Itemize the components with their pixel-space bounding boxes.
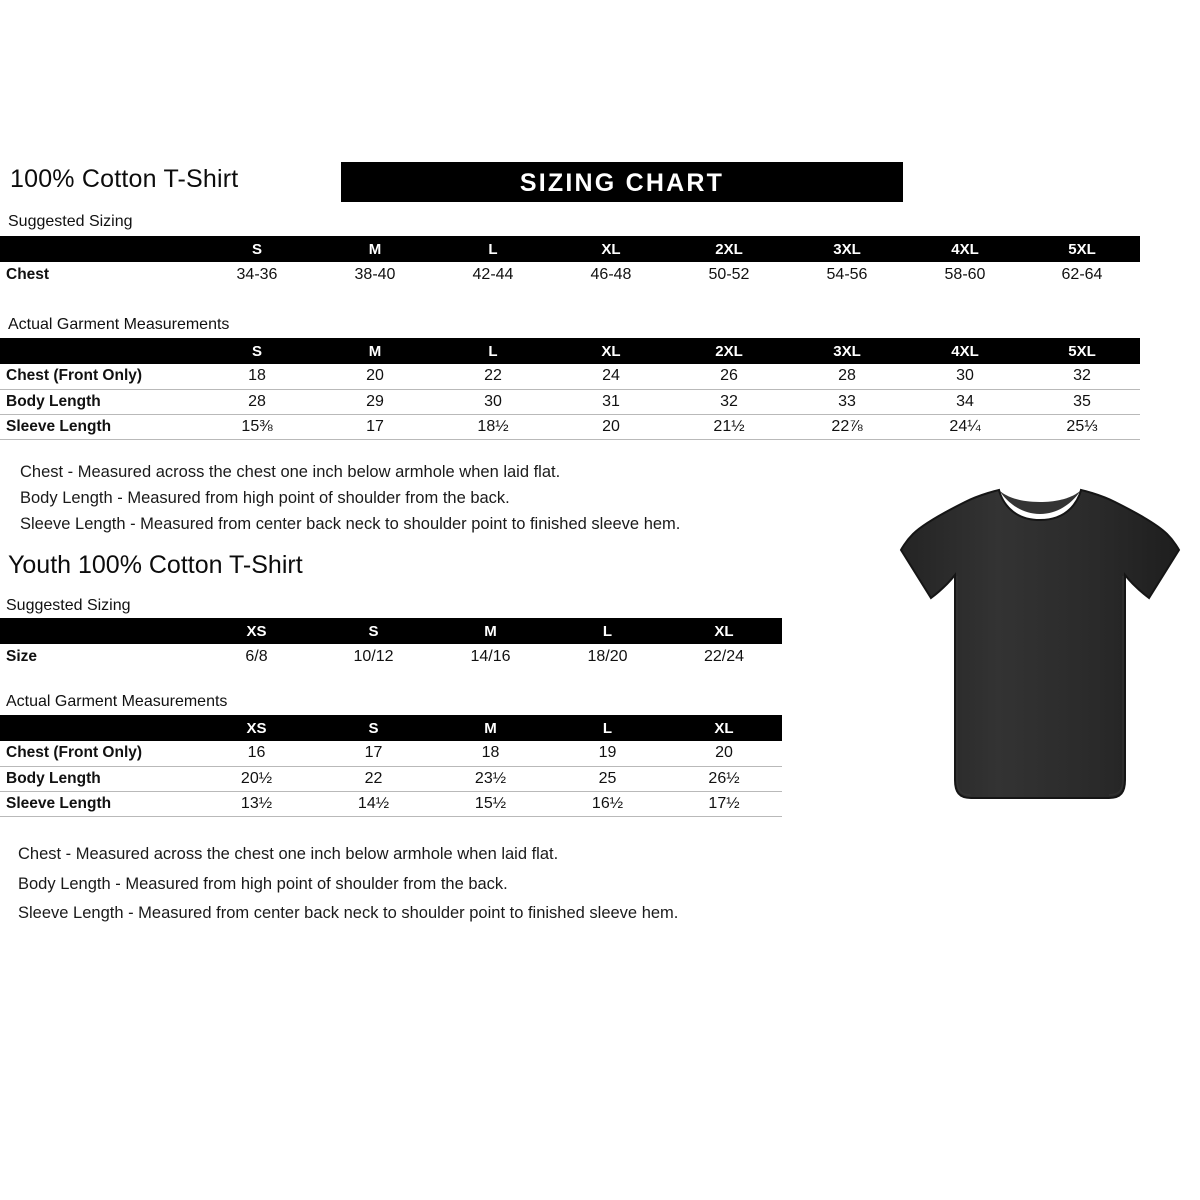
- col-header-2xl: 2XL: [670, 236, 788, 262]
- cell-sleeve-m: 15½: [474, 794, 507, 812]
- youth-note-sleeve-length: Sleeve Length - Measured from center back neck to shoulder point to finished sleeve hem.: [18, 904, 679, 922]
- col-header-blank: [0, 715, 198, 741]
- col-header-xl: XL: [552, 338, 670, 364]
- row-label-body-length: Body Length: [6, 392, 101, 410]
- table-row: [0, 766, 782, 791]
- cell-body-s: 22: [364, 769, 383, 787]
- table-header-row: [0, 618, 782, 644]
- col-header-blank: [0, 338, 198, 364]
- row-label-body-length: Body Length: [6, 769, 101, 787]
- black-t-shirt-illustration: [895, 480, 1185, 810]
- col-header-4xl: 4XL: [906, 338, 1024, 364]
- col-header-s: S: [315, 618, 432, 644]
- cell-chest-s: 34-36: [236, 265, 278, 283]
- col-header-4xl: 4XL: [906, 236, 1024, 262]
- col-header-s: S: [198, 338, 316, 364]
- cell-chest-4xl: 58-60: [944, 265, 986, 283]
- cell-body-l: 25: [598, 769, 617, 787]
- cell-chest-xl: 20: [715, 744, 733, 762]
- col-header-xs: XS: [198, 715, 315, 741]
- cell-sleeve-5xl: 25⅓: [1066, 417, 1098, 435]
- adult-section-title: 100% Cotton T-Shirt: [10, 165, 239, 193]
- cell-chest-xl: 46-48: [590, 265, 632, 283]
- cell-chest-m: 38-40: [354, 265, 396, 283]
- adult-note-chest: Chest - Measured across the chest one inch below armhole when laid flat.: [20, 463, 561, 481]
- col-header-s: S: [315, 715, 432, 741]
- adult-actual-measurements-table: [0, 338, 1140, 440]
- cell-sleeve-l: 16½: [591, 794, 624, 812]
- col-header-l: L: [549, 715, 666, 741]
- row-label-sleeve-length: Sleeve Length: [6, 794, 112, 812]
- sizing-chart-banner-label: SIZING CHART: [519, 169, 725, 197]
- cell-size-m: 14/16: [470, 647, 511, 665]
- col-header-m: M: [432, 715, 549, 741]
- youth-suggested-sizing-table: [0, 618, 782, 669]
- cell-body-5xl: 35: [1073, 392, 1091, 410]
- cell-body-4xl: 34: [956, 392, 974, 410]
- table-row: [0, 414, 1140, 439]
- cell-chest-5xl: 62-64: [1061, 265, 1103, 283]
- col-header-3xl: 3XL: [788, 338, 906, 364]
- table-row: [0, 741, 782, 766]
- cell-body-3xl: 33: [838, 392, 856, 410]
- col-header-3xl: 3XL: [788, 236, 906, 262]
- cell-chest-s: 17: [364, 744, 383, 762]
- adult-actual-measurements-caption: Actual Garment Measurements: [8, 316, 230, 333]
- sizing-chart-banner: [341, 162, 903, 202]
- col-header-xs: XS: [198, 618, 315, 644]
- row-label-sleeve-length: Sleeve Length: [6, 417, 112, 435]
- cell-chest-3xl: 54-56: [826, 265, 868, 283]
- col-header-xl: XL: [666, 618, 782, 644]
- table-row: [0, 262, 1140, 287]
- cell-size-xs: 6/8: [245, 647, 268, 665]
- cell-chest-m: 18: [481, 744, 500, 762]
- row-label-chest: Chest: [6, 265, 50, 283]
- table-row: [0, 364, 1140, 389]
- table-row: [0, 791, 782, 816]
- cell-chest-4xl: 30: [956, 367, 974, 385]
- cell-chest-s: 18: [248, 367, 266, 385]
- cell-chest-2xl: 26: [720, 367, 738, 385]
- table-row: [0, 389, 1140, 414]
- col-header-xl: XL: [666, 715, 782, 741]
- col-header-5xl: 5XL: [1024, 338, 1140, 364]
- cell-sleeve-xs: 13½: [240, 794, 273, 812]
- col-header-m: M: [316, 338, 434, 364]
- cell-chest-l: 19: [598, 744, 617, 762]
- table-header-row: [0, 715, 782, 741]
- cell-chest-m: 20: [366, 367, 384, 385]
- cell-size-xl: 22/24: [703, 647, 745, 665]
- cell-sleeve-3xl: 22⅞: [831, 417, 863, 435]
- youth-section-title: Youth 100% Cotton T-Shirt: [8, 551, 303, 579]
- cell-sleeve-xl: 17½: [708, 794, 740, 812]
- row-label-chest-front-only: Chest (Front Only): [6, 367, 143, 385]
- cell-sleeve-s: 14½: [357, 794, 390, 812]
- cell-size-s: 10/12: [353, 647, 394, 665]
- col-header-5xl: 5XL: [1024, 236, 1140, 262]
- col-header-l: L: [434, 338, 552, 364]
- cell-chest-2xl: 50-52: [708, 265, 750, 283]
- cell-sleeve-4xl: 24¼: [949, 417, 981, 435]
- adult-note-sleeve-length: Sleeve Length - Measured from center back neck to shoulder point to finished sleeve hem.: [20, 515, 681, 533]
- col-header-s: S: [198, 236, 316, 262]
- cell-chest-l: 42-44: [472, 265, 514, 283]
- col-header-l: L: [549, 618, 666, 644]
- cell-chest-5xl: 32: [1073, 367, 1091, 385]
- cell-size-l: 18/20: [587, 647, 628, 665]
- cell-body-xs: 20½: [240, 769, 273, 787]
- cell-body-m: 23½: [474, 769, 507, 787]
- adult-note-body-length: Body Length - Measured from high point of shoulder from the back.: [20, 489, 510, 507]
- t-shirt-icon: [895, 480, 1185, 810]
- table-header-row: [0, 236, 1140, 262]
- cell-body-m: 29: [366, 392, 384, 410]
- cell-sleeve-l: 18½: [477, 417, 509, 435]
- youth-suggested-sizing-caption: Suggested Sizing: [6, 597, 131, 614]
- youth-actual-measurements-caption: Actual Garment Measurements: [6, 693, 228, 710]
- col-header-xl: XL: [552, 236, 670, 262]
- cell-chest-xl: 24: [602, 367, 620, 385]
- youth-actual-measurements-table: [0, 715, 782, 817]
- col-header-m: M: [432, 618, 549, 644]
- col-header-m: M: [316, 236, 434, 262]
- row-label-chest-front-only: Chest (Front Only): [6, 744, 143, 762]
- cell-chest-l: 22: [484, 367, 502, 385]
- adult-suggested-sizing-caption: Suggested Sizing: [8, 213, 133, 230]
- cell-sleeve-2xl: 21½: [713, 417, 745, 435]
- cell-body-s: 28: [248, 392, 266, 410]
- cell-sleeve-xl: 20: [602, 417, 620, 435]
- col-header-2xl: 2XL: [670, 338, 788, 364]
- youth-note-chest: Chest - Measured across the chest one inch below armhole when laid flat.: [18, 845, 559, 863]
- col-header-l: L: [434, 236, 552, 262]
- col-header-blank: [0, 236, 198, 262]
- adult-suggested-sizing-table: [0, 236, 1140, 287]
- cell-body-xl: 26½: [708, 769, 740, 787]
- cell-chest-xs: 16: [247, 744, 266, 762]
- cell-sleeve-m: 17: [366, 417, 384, 435]
- cell-body-xl: 31: [602, 392, 620, 410]
- table-header-row: [0, 338, 1140, 364]
- cell-chest-3xl: 28: [838, 367, 856, 385]
- row-label-size: Size: [6, 647, 38, 665]
- table-row: [0, 644, 782, 669]
- col-header-blank: [0, 618, 198, 644]
- cell-body-2xl: 32: [720, 392, 738, 410]
- youth-note-body-length: Body Length - Measured from high point of shoulder from the back.: [18, 875, 508, 893]
- cell-body-l: 30: [484, 392, 502, 410]
- cell-sleeve-s: 15⅜: [241, 417, 273, 435]
